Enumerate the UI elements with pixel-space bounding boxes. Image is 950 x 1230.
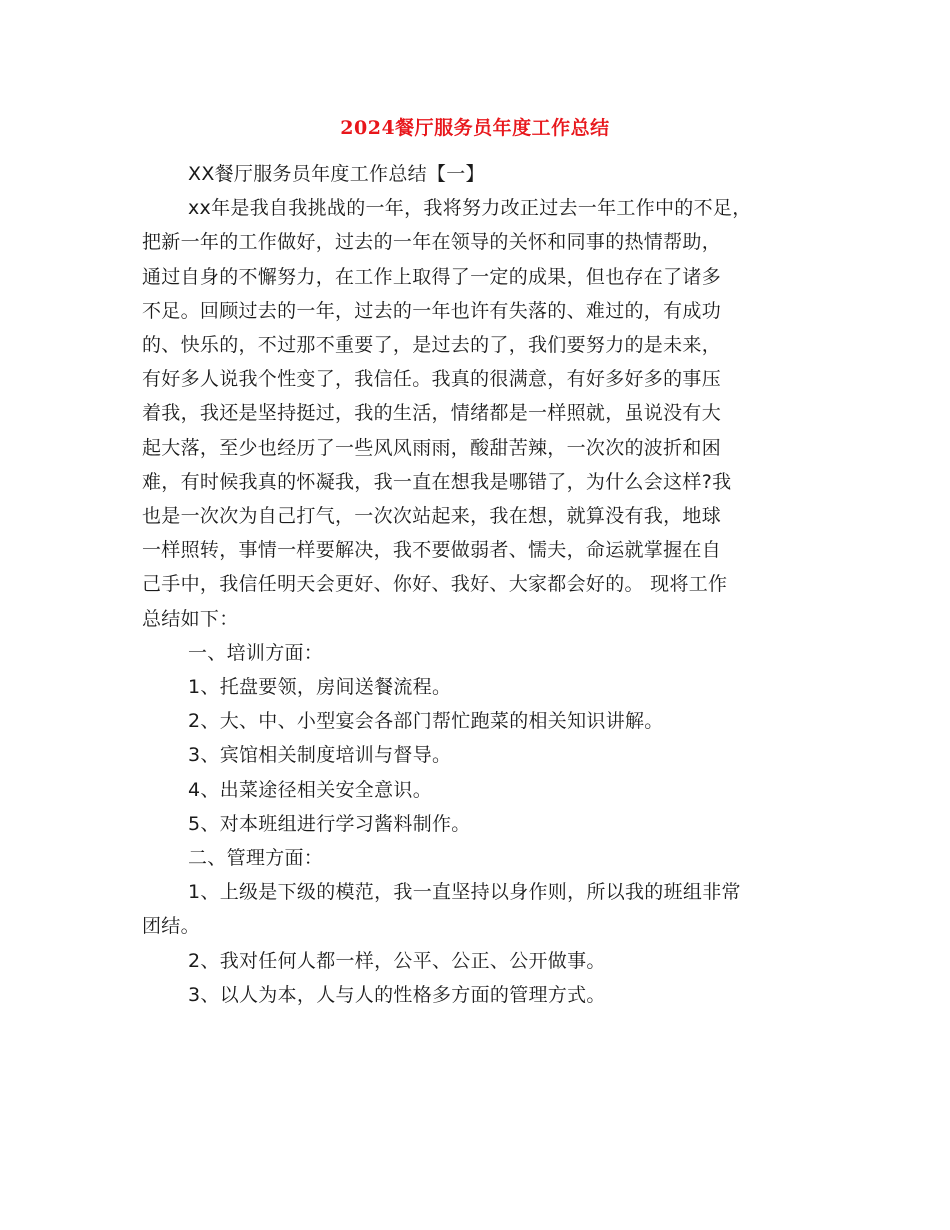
intro-line: 通过自身的不懈努力，在工作上取得了一定的成果，但也存在了诸多 [142,265,722,288]
intro-line: 的、快乐的，不过那不重要了，是过去的了，我们要努力的是未来， [142,334,722,357]
list-item: 1、托盘要领，房间送餐流程。 [188,676,452,699]
list-item: 3、宾馆相关制度培训与督导。 [188,744,452,767]
list-item: 2、我对任何人都一样，公平、公正、公开做事。 [188,949,606,972]
intro-line: 起大落，至少也经历了一些风风雨雨，酸甜苦辣，一次次的波折和困 [142,436,722,459]
intro-line: 也是一次次为自己打气，一次次站起来，我在想，就算没有我，地球 [142,505,722,528]
intro-line: 把新一年的工作做好，过去的一年在领导的关怀和同事的热情帮助， [142,231,722,254]
intro-line: 不足。回顾过去的一年，过去的一年也许有失落的、难过的，有成功 [142,299,722,322]
intro-line: xx年是我自我挑战的一年，我将努力改正过去一年工作中的不足， [188,197,752,220]
intro-line: 总结如下： [142,607,239,630]
intro-line: 有好多人说我个性变了，我信任。我真的很满意，有好多好多的事压 [142,368,722,391]
list-item-line: 团结。 [142,915,200,938]
list-item: 4、出菜途径相关安全意识。 [188,778,432,801]
intro-line: 己手中，我信任明天会更好、你好、我好、大家都会好的。 现将工作 [142,573,728,596]
intro-paragraph [142,191,812,636]
list-item [142,875,812,943]
list-item-line: 1、上级是下级的模范，我一直坚持以身作则，所以我的班组非常 [188,881,741,904]
intro-line: 一样照转，事情一样要解决，我不要做弱者、懦夫，命运就掌握在自 [142,539,722,562]
section-heading-management: 二、管理方面： [188,847,324,870]
intro-line: 着我，我还是坚持挺过，我的生活，情绪都是一样照就，虽说没有大 [142,402,722,425]
list-item: 5、对本班组进行学习酱料制作。 [188,812,471,835]
document-body [142,157,812,1012]
document-title: 2024餐厅服务员年度工作总结 [340,117,610,139]
subheading: XX餐厅服务员年度工作总结【一】 [188,163,485,185]
section-heading-training: 一、培训方面： [188,641,324,664]
intro-line: 难，有时候我真的怀凝我，我一直在想我是哪错了，为什么会这样?我 [142,470,732,493]
list-item: 2、大、中、小型宴会各部门帮忙跑菜的相关知识讲解。 [188,710,664,733]
list-item: 3、以人为本，人与人的性格多方面的管理方式。 [188,983,606,1006]
